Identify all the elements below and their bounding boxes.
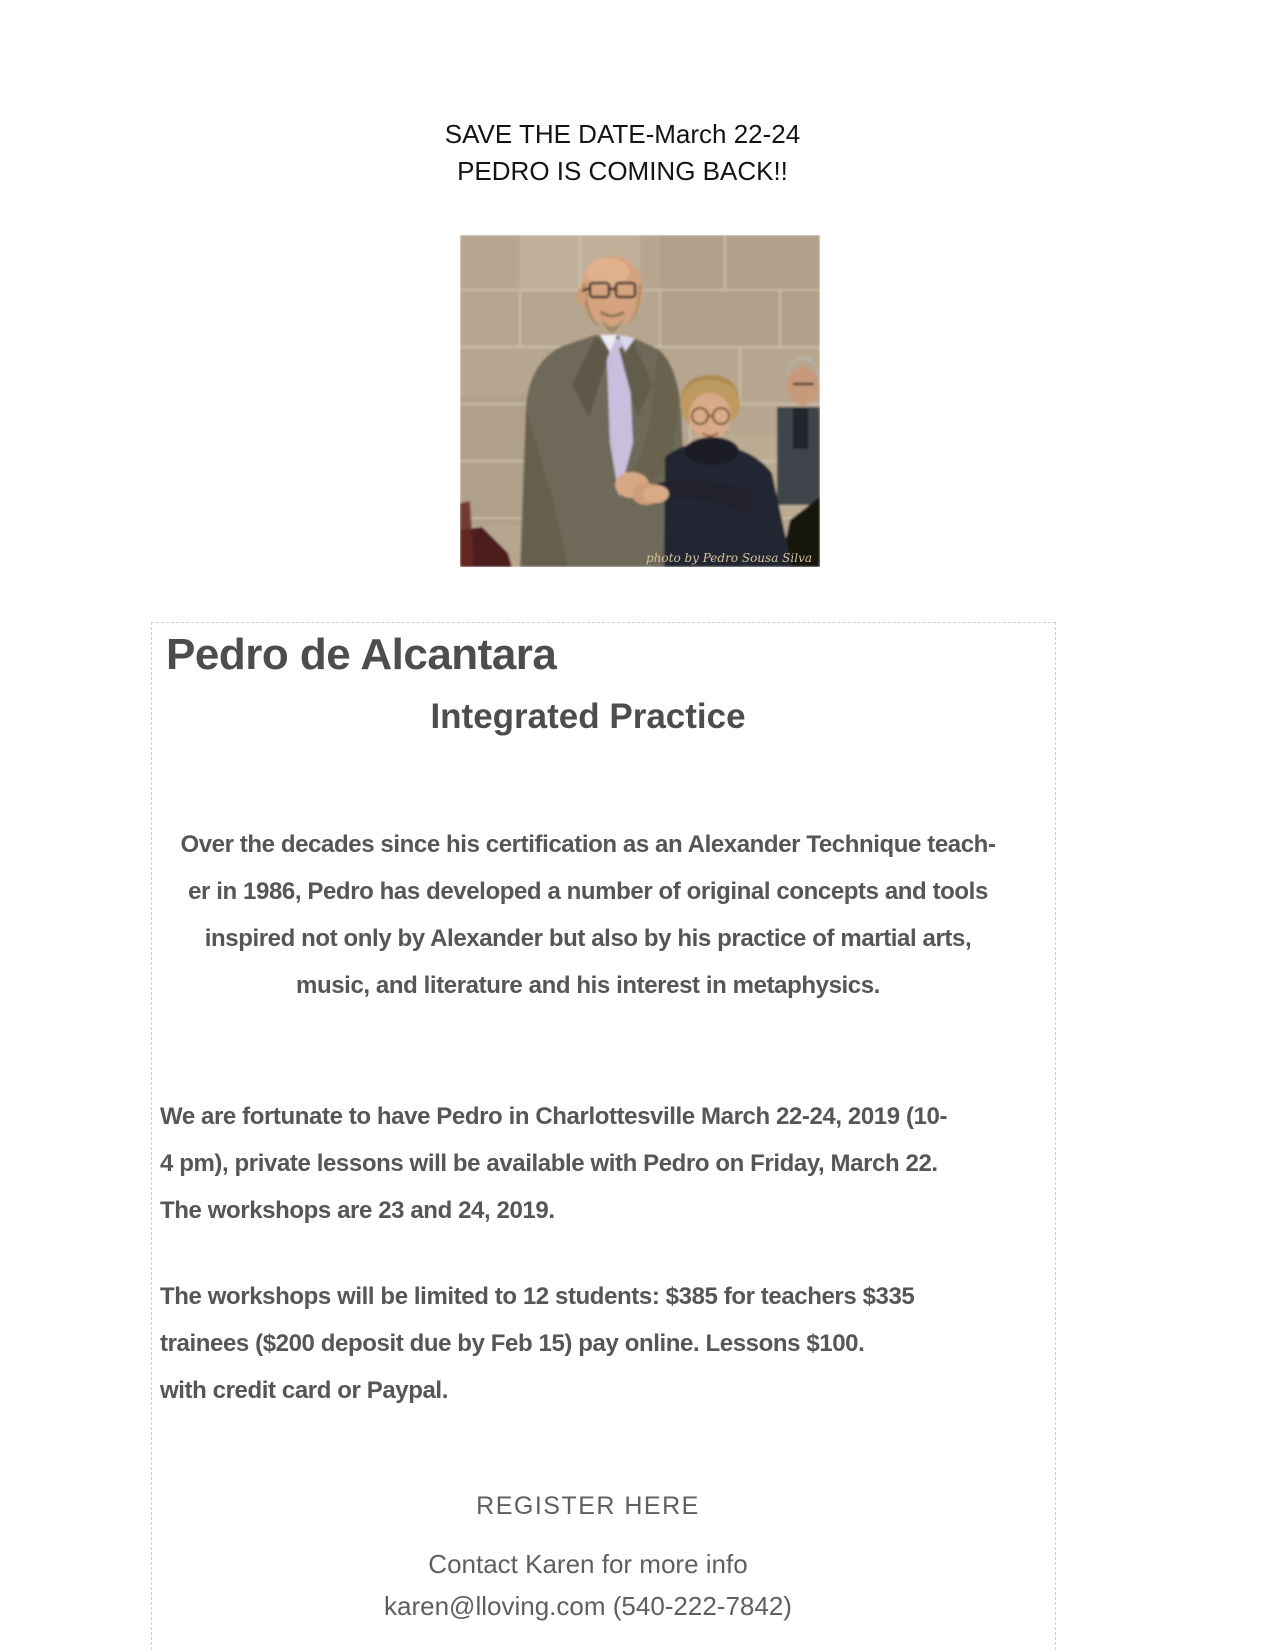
contact-phone: (540-222-7842)	[612, 1591, 792, 1621]
schedule-line: We are fortunate to have Pedro in Charlottesville March 22-24, 2019 (10-	[160, 1103, 948, 1130]
event-photo-illustration	[460, 235, 820, 567]
header-line1: SAVE THE DATE-March 22-24	[444, 119, 801, 149]
event-photo	[460, 235, 820, 567]
pricing-line: The workshops will be limited to 12 students: $385 for teachers $335	[160, 1283, 915, 1310]
flyer-subtitle: Integrated Practice	[430, 697, 746, 736]
contact-info-line: Contact Karen for more info	[428, 1549, 748, 1579]
contact-email-link[interactable]: karen@lloving.com	[384, 1591, 606, 1621]
about-line: Over the decades since his certification as an Alexander Technique teach-	[180, 831, 996, 858]
pricing-line: trainees ($200 deposit due by Feb 15) pay online. Lessons $100.	[160, 1330, 865, 1357]
header-line2: PEDRO IS COMING BACK!!	[457, 156, 788, 186]
about-paragraph	[160, 821, 1016, 1009]
pricing-paragraph	[160, 1273, 1016, 1414]
flyer-title: Pedro de Alcantara	[166, 630, 557, 679]
contact-details-line	[160, 1590, 1016, 1623]
photo-credit: photo by Pedro Sousa Silva	[646, 551, 812, 565]
about-line: inspired not only by Alexander but also by his practice of martial arts,	[204, 925, 972, 952]
pricing-line: with credit card or Paypal.	[160, 1377, 448, 1404]
about-line: er in 1986, Pedro has developed a number of original concepts and tools	[188, 878, 988, 905]
header	[0, 116, 1245, 190]
schedule-line: 4 pm), private lessons will be available with Pedro on Friday, March 22.	[160, 1150, 938, 1177]
register-here-link[interactable]: REGISTER HERE	[476, 1492, 700, 1520]
schedule-line: The workshops are 23 and 24, 2019.	[160, 1197, 555, 1224]
flyer-body	[151, 622, 1056, 1650]
about-line: music, and literature and his interest in metaphysics.	[296, 972, 880, 999]
schedule-paragraph	[160, 1093, 1016, 1234]
